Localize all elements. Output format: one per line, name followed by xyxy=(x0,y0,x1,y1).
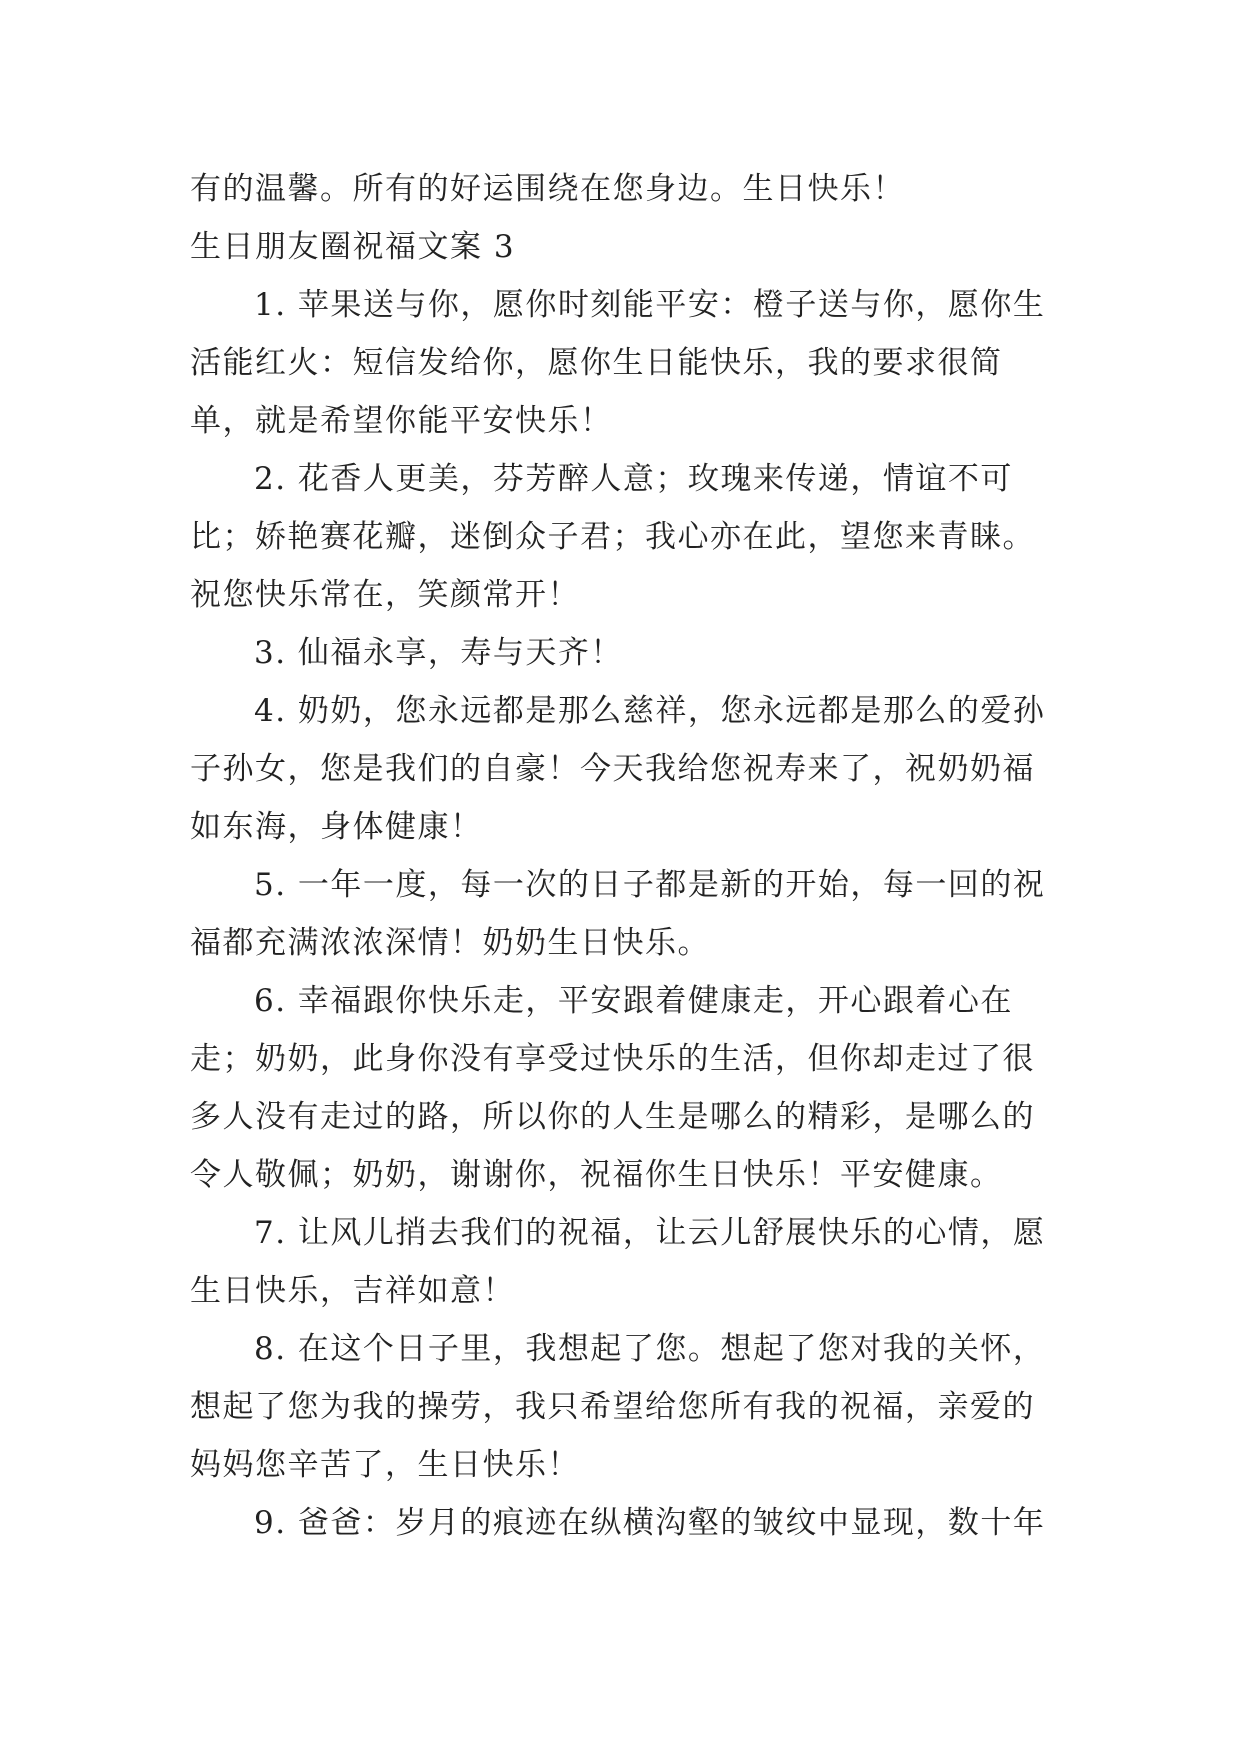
list-item: 9. 爸爸：岁月的痕迹在纵横沟壑的皱纹中显现，数十年 xyxy=(254,1505,1046,1541)
list-item: 8. 在这个日子里，我想起了您。想起了您对我的关怀，想起了您为我的操劳，我只希望给您所有我的祝福，亲爱的妈妈您辛苦了，生日快乐！ xyxy=(190,1331,1046,1483)
list-item: 7. 让风儿捎去我们的祝福，让云儿舒展快乐的心情，愿生日快乐，吉祥如意！ xyxy=(190,1215,1046,1309)
section-heading: 生日朋友圈祝福文案 3 xyxy=(190,229,516,265)
list-item: 3. 仙福永享，寿与天齐！ xyxy=(254,635,623,671)
document-body xyxy=(190,160,1060,1552)
list-item: 1. 苹果送与你，愿你时刻能平安：橙子送与你，愿你生活能红火：短信发给你，愿你生日能快乐，我的要求很简单，就是希望你能平安快乐！ xyxy=(190,287,1046,439)
list-item: 6. 幸福跟你快乐走，平安跟着健康走，开心跟着心在走；奶奶，此身你没有享受过快乐的生活，但你却走过了很多人没有走过的路，所以你的人生是哪么的精彩，是哪么的令人敬佩；奶奶，谢谢你，祝福你生日快乐！平安健康。 xyxy=(190,983,1035,1193)
list-item: 2. 花香人更美，芬芳醉人意；玫瑰来传递，情谊不可比；娇艳赛花瓣，迷倒众子君；我心亦在此，望您来青睐。祝您快乐常在，笑颜常开！ xyxy=(190,461,1035,613)
paragraph-continuation: 有的温馨。所有的好运围绕在您身边。生日快乐！ xyxy=(190,171,905,207)
list-item: 5. 一年一度，每一次的日子都是新的开始，每一回的祝福都充满浓浓深情！奶奶生日快乐。 xyxy=(190,867,1046,961)
list-item: 4. 奶奶，您永远都是那么慈祥，您永远都是那么的爱孙子孙女，您是我们的自豪！今天我给您祝寿来了，祝奶奶福如东海，身体健康！ xyxy=(190,693,1046,845)
